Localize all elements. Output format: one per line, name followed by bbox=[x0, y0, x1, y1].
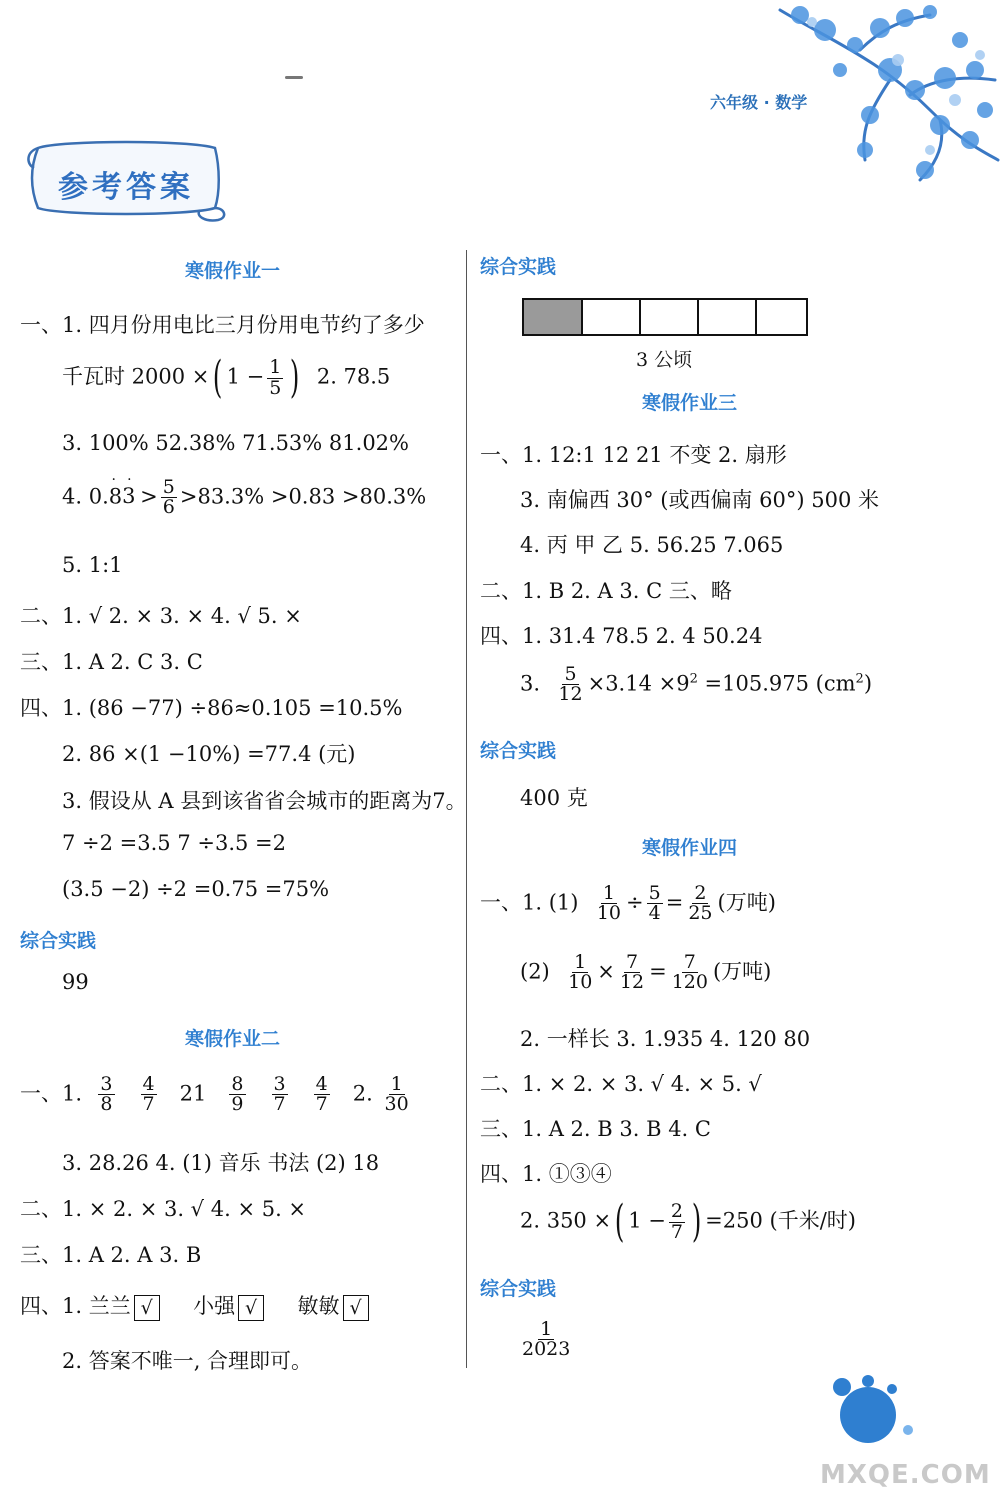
fraction: $\frac{2}{25}$ bbox=[688, 882, 713, 925]
fraction: $\frac{2}{7}$ bbox=[670, 1200, 683, 1243]
fraction: $\frac{5}{4}$ bbox=[648, 882, 661, 925]
fraction: $\frac{1}{10}$ bbox=[568, 951, 593, 994]
answer-line: 四、1. (86 −77) ÷86≈0.105 =10.5% bbox=[20, 696, 403, 720]
answer-line: 三、1. A 2. A 3. B bbox=[20, 1243, 202, 1267]
answer-line: 一、1. (1) $\frac{1}{10}$ ÷ $\frac{5}{4}$ = $\frac{2}{25}$ (万吨) bbox=[480, 882, 776, 925]
answer-line: 二、1. × 2. × 3. √ 4. × 5. × bbox=[20, 1197, 307, 1221]
practice-answer-4 bbox=[520, 1320, 572, 1360]
banner-title: 参考答案 bbox=[58, 170, 194, 205]
answer-line: 一、1. $\frac{3}{8}$ $\frac{4}{7}$ 21 $\frac{8}{9}$ $\frac{3}{7}$ $\frac{4}{7}$ 2. $\frac{1}{30}$ bbox=[20, 1073, 409, 1116]
grid-cell bbox=[699, 300, 757, 334]
grid-cell bbox=[583, 300, 641, 334]
fraction: $\frac{4}{7}$ bbox=[142, 1073, 155, 1116]
fraction: $\frac{1}{30}$ bbox=[384, 1073, 409, 1116]
answer-line: 三、1. A 2. C 3. C bbox=[20, 650, 203, 674]
practice-title-4: 综合实践 bbox=[480, 1278, 557, 1300]
fraction: $\frac{4}{7}$ bbox=[315, 1073, 328, 1116]
answer-line: 2. 一样长 3. 1.935 4. 120 80 bbox=[520, 1027, 811, 1051]
grid-cell-shaded bbox=[524, 300, 583, 334]
fraction: $\frac{1}{5}$ bbox=[269, 356, 282, 399]
answer-line: 4. 0.83 · · > $\frac{5}{6}$ >83.3% >0.83 >80.3% bbox=[62, 472, 427, 519]
answer-line: 千瓦时 2000 ×( 1 − $\frac{1}{5}$ ) 2. 78.5 bbox=[62, 352, 391, 403]
fraction: $\frac{1}{2023}$ bbox=[522, 1318, 571, 1361]
grade-subject-label: 六年级 · 数学 bbox=[710, 93, 808, 112]
grid-cell bbox=[641, 300, 699, 334]
answer-line: 二、1. √ 2. × 3. × 4. √ 5. × bbox=[20, 604, 302, 628]
grid-caption: 3 公顷 bbox=[636, 349, 693, 371]
answer-line: 3. 100% 52.38% 71.53% 81.02% bbox=[62, 431, 409, 455]
grid-cell bbox=[757, 300, 806, 334]
answer-line: (3.5 −2) ÷2 =0.75 =75% bbox=[62, 877, 330, 901]
land-area-grid bbox=[522, 298, 808, 336]
practice-title-1: 综合实践 bbox=[20, 930, 97, 952]
practice-answer-1: 99 bbox=[62, 970, 89, 994]
fraction: $\frac{5}{12}$ bbox=[558, 663, 583, 706]
answer-line: (2) $\frac{1}{10}$ × $\frac{7}{12}$ = $\frac{7}{120}$ (万吨) bbox=[520, 951, 772, 994]
practice-title-2: 综合实践 bbox=[480, 256, 557, 278]
fraction: $\frac{5}{6}$ bbox=[162, 476, 175, 519]
checkbox-checked: √ bbox=[134, 1295, 160, 1321]
answer-line: 3. 南偏西 30° (或西偏南 60°) 500 米 bbox=[520, 488, 879, 512]
answer-line: 5. 1:1 bbox=[62, 553, 123, 577]
practice-title-3: 综合实践 bbox=[480, 740, 557, 762]
fraction: $\frac{1}{10}$ bbox=[596, 882, 622, 925]
checkbox-checked: √ bbox=[343, 1295, 369, 1321]
answer-line: 7 ÷2 =3.5 7 ÷3.5 =2 bbox=[62, 831, 286, 855]
answer-line: 四、1. 31.4 78.5 2. 4 50.24 bbox=[480, 624, 763, 648]
answer-line: 3. 假设从 A 县到该省省会城市的距离为7。 bbox=[62, 789, 467, 813]
header-dash bbox=[285, 76, 303, 79]
fraction: $\frac{3}{8}$ bbox=[100, 1073, 113, 1116]
answer-line: 3. 28.26 4. (1) 音乐 书法 (2) 18 bbox=[62, 1151, 380, 1175]
answer-line: 3. $\frac{5}{12}$ $\times 3.14 \times 9^2 =105.975$ $(cm^2)$ bbox=[520, 663, 873, 706]
answer-line: 四、1. ①③④ bbox=[480, 1162, 612, 1186]
answer-line: 二、1. B 2. A 3. C 三、略 bbox=[480, 579, 732, 603]
answer-line: 二、1. × 2. × 3. √ 4. × 5. √ bbox=[480, 1072, 762, 1096]
fraction: $\frac{3}{7}$ bbox=[273, 1073, 286, 1116]
answer-line: 一、1. 12:1 12 21 不变 2. 扇形 bbox=[480, 443, 787, 467]
section-title-2: 寒假作业二 bbox=[185, 1028, 281, 1050]
answer-line: 4. 丙 甲 乙 5. 56.25 7.065 bbox=[520, 533, 784, 557]
answer-line: 一、1. 四月份用电比三月份用电节约了多少 bbox=[20, 313, 425, 337]
watermark-text: MXQE.COM bbox=[820, 1460, 991, 1490]
checkbox-checked: √ bbox=[238, 1295, 264, 1321]
answer-line: 四、1. 兰兰 √ 小强 √ 敏敏 √ bbox=[20, 1290, 369, 1321]
fraction: $\frac{8}{9}$ bbox=[231, 1073, 244, 1116]
answer-line: 三、1. A 2. B 3. B 4. C bbox=[480, 1117, 711, 1141]
section-title-1: 寒假作业一 bbox=[185, 260, 281, 282]
practice-answer-3: 400 克 bbox=[520, 786, 588, 810]
answer-line: 2. 350 ×( 1 − $\frac{2}{7}$ ) =250 (千米/时) bbox=[520, 1196, 856, 1247]
fraction: $\frac{7}{12}$ bbox=[619, 951, 645, 994]
fraction: $\frac{7}{120}$ bbox=[671, 951, 708, 994]
answer-line: 2. 答案不唯一, 合理即可。 bbox=[62, 1349, 313, 1373]
section-title-3: 寒假作业三 bbox=[642, 392, 738, 414]
section-title-4: 寒假作业四 bbox=[642, 837, 738, 859]
answer-line: 2. 86 ×(1 −10%) =77.4 (元) bbox=[62, 742, 356, 766]
